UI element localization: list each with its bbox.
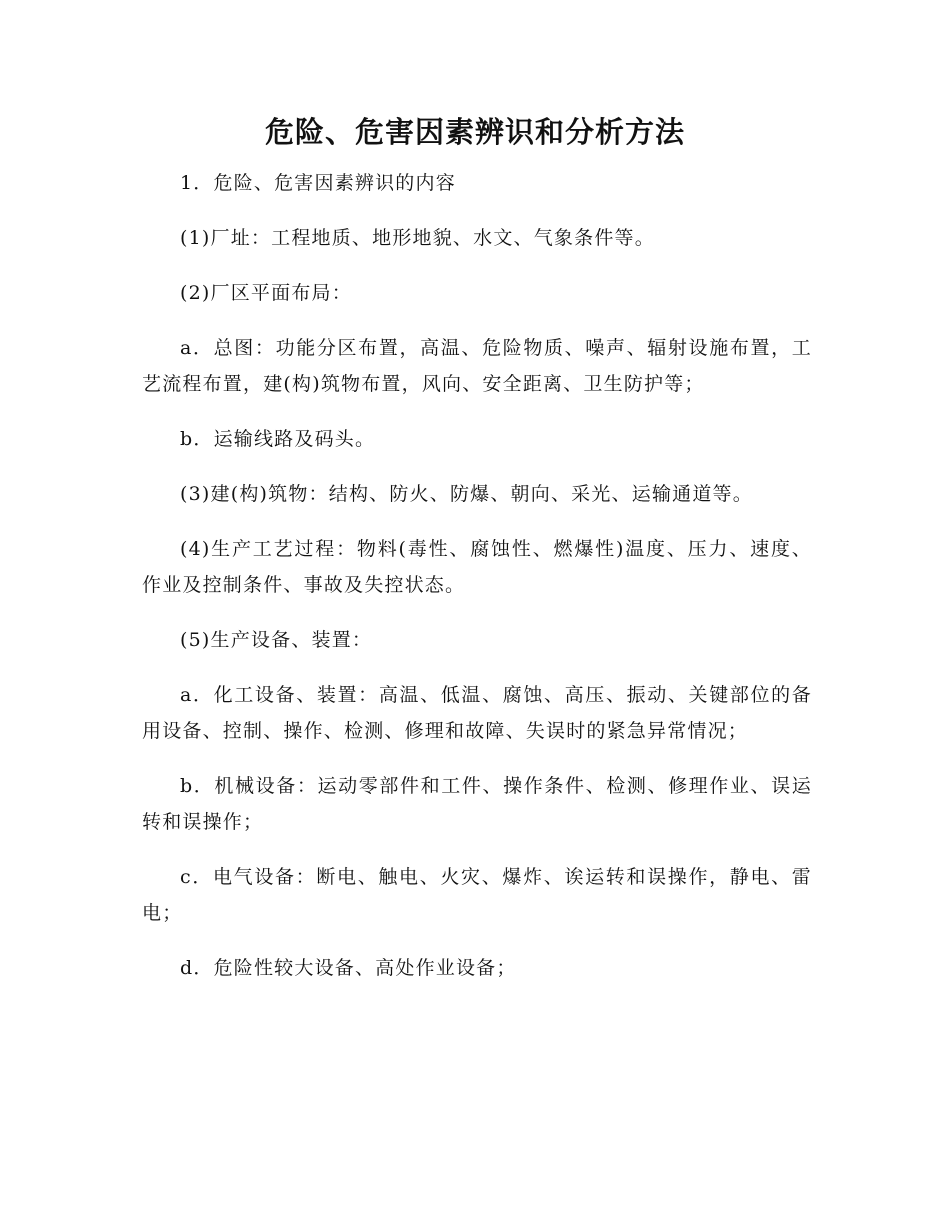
document-title: 危险、危害因素辨识和分析方法 bbox=[264, 115, 685, 149]
paragraph-buildings: (3)建(构)筑物：结构、防火、防爆、朝向、采光、运输通道等。 bbox=[180, 483, 753, 505]
paragraph-equipment-heading: (5)生产设备、装置： bbox=[180, 629, 373, 651]
paragraph-equipment-mechanical: b．机械设备：运动零部件和工件、操作条件、检测、修理作业、误运转和误操作； bbox=[142, 775, 812, 833]
paragraph-process: (4)生产工艺过程：物料(毒性、腐蚀性、燃爆性)温度、压力、速度、作业及控制条件、事故及失控状态。 bbox=[142, 538, 812, 596]
paragraph-section-1-heading: 1．危险、危害因素辨识的内容 bbox=[180, 172, 456, 194]
paragraph-layout-general-plan: a．总图：功能分区布置，高温、危险物质、噪声、辐射设施布置，工艺流程布置，建(构)筑物布置，风向、安全距离、卫生防护等； bbox=[142, 337, 812, 395]
paragraph-equipment-chemical: a．化工设备、装置：高温、低温、腐蚀、高压、振动、关键部位的备用设备、控制、操作、检测、修理和故障、失误时的紧急异常情况； bbox=[142, 684, 812, 742]
paragraph-equipment-high-risk: d．危险性较大设备、高处作业设备； bbox=[180, 957, 517, 979]
paragraph-layout-heading: (2)厂区平面布局： bbox=[180, 282, 352, 304]
document-body bbox=[142, 165, 812, 1005]
paragraph-layout-transport: b．运输线路及码头。 bbox=[180, 428, 376, 450]
paragraph-site: (1)厂址：工程地质、地形地貌、水文、气象条件等。 bbox=[180, 227, 655, 249]
paragraph-equipment-electrical: c．电气设备：断电、触电、火灾、爆炸、诶运转和误操作，静电、雷电； bbox=[142, 866, 812, 924]
